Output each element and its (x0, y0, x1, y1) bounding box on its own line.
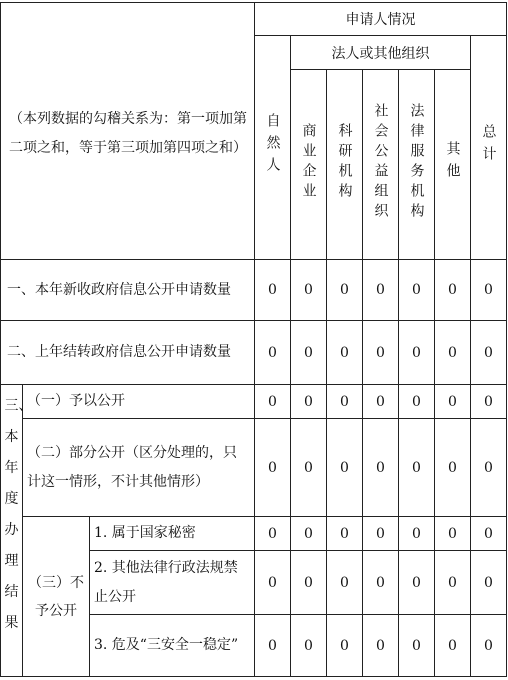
table-row-state-secret (1, 517, 507, 551)
applicant-situation-label: 申请人情况 (345, 12, 416, 28)
section-three-label (1, 385, 33, 677)
cell-value: 0 (255, 419, 291, 517)
cell-value: 0 (291, 385, 327, 419)
cell-value: 0 (471, 321, 507, 385)
table-note (1, 3, 255, 260)
cell-value: 0 (399, 615, 435, 677)
application-statistics-table (0, 2, 507, 677)
col-header-research-institution (327, 70, 363, 260)
table-row-full-disclosure (1, 385, 507, 419)
row-label: 3. 危及“三安全一稳定” (90, 615, 255, 677)
cell-value: 0 (435, 321, 471, 385)
cell-value: 0 (435, 385, 471, 419)
cell-value: 0 (471, 551, 507, 615)
research-institution-label: 科研机构 (336, 122, 353, 203)
cell-value: 0 (291, 321, 327, 385)
cell-value: 0 (291, 517, 327, 551)
row-label: 2. 其他法律行政法规禁止公开 (90, 551, 255, 615)
row-label: 二、上年结转政府信息公开申请数量 (1, 321, 255, 385)
cell-value: 0 (363, 615, 399, 677)
row-label: （一）予以公开 (23, 385, 255, 419)
cell-value: 0 (435, 419, 471, 517)
not-public-label (23, 517, 90, 677)
cell-value: 0 (399, 517, 435, 551)
cell-value: 0 (471, 419, 507, 517)
cell-value: 0 (363, 260, 399, 321)
cell-value: 0 (291, 615, 327, 677)
cell-value: 0 (255, 260, 291, 321)
cell-value: 0 (255, 517, 291, 551)
cell-value: 0 (363, 321, 399, 385)
cell-value: 0 (255, 615, 291, 677)
row-label: 一、本年新收政府信息公开申请数量 (1, 260, 255, 321)
cell-value: 0 (327, 517, 363, 551)
section-three-text: 三、本年度办理结果 (4, 398, 33, 631)
cell-value: 0 (471, 260, 507, 321)
legal-or-other-label: 法人或其他组织 (331, 45, 430, 62)
table-note-text: （本列数据的勾稽关系为：第一项加第二项之和，等于第三项加第四项之和） (9, 111, 247, 156)
legal-service-org-label: 法律服务机构 (408, 102, 425, 223)
cell-value: 0 (327, 419, 363, 517)
cell-value: 0 (435, 551, 471, 615)
cell-value: 0 (399, 551, 435, 615)
cell-value: 0 (255, 551, 291, 615)
applicant-situation-header (255, 3, 507, 36)
cell-value: 0 (255, 321, 291, 385)
natural-person-label: 自然人 (264, 112, 281, 179)
legal-or-other-header (291, 36, 471, 70)
cell-value: 0 (327, 615, 363, 677)
cell-value: 0 (471, 517, 507, 551)
cell-value: 0 (327, 551, 363, 615)
col-header-legal-service-org (399, 70, 435, 260)
cell-value: 0 (399, 419, 435, 517)
row-label: （二）部分公开（区分处理的，只计这一情形，不计其他情形） (23, 419, 255, 517)
cell-value: 0 (399, 260, 435, 321)
social-welfare-org-label: 社会公益组织 (372, 102, 389, 223)
cell-value: 0 (291, 260, 327, 321)
col-header-commercial-enterprise (291, 70, 327, 260)
table-row-partial-disclosure (1, 419, 507, 517)
cell-value: 0 (471, 615, 507, 677)
cell-value: 0 (291, 551, 327, 615)
row-label: 1. 属于国家秘密 (90, 517, 255, 551)
not-public-text: （三）不予公开 (28, 574, 84, 619)
cell-value: 0 (327, 260, 363, 321)
total-label: 总计 (480, 123, 497, 168)
cell-value: 0 (435, 517, 471, 551)
cell-value: 0 (327, 385, 363, 419)
cell-value: 0 (399, 385, 435, 419)
col-header-total (471, 36, 507, 260)
table-row-carried-over-applications (1, 321, 507, 385)
col-header-other (435, 70, 471, 260)
cell-value: 0 (291, 419, 327, 517)
cell-value: 0 (363, 551, 399, 615)
cell-value: 0 (399, 321, 435, 385)
cell-value: 0 (471, 385, 507, 419)
cell-value: 0 (363, 517, 399, 551)
table-row-new-applications (1, 260, 507, 321)
col-header-social-welfare-org (363, 70, 399, 260)
cell-value: 0 (255, 385, 291, 419)
col-header-natural-person (255, 36, 291, 260)
cell-value: 0 (363, 385, 399, 419)
other-label: 其他 (444, 140, 461, 185)
cell-value: 0 (327, 321, 363, 385)
cell-value: 0 (363, 419, 399, 517)
commercial-enterprise-label: 商业企业 (300, 122, 317, 203)
cell-value: 0 (435, 615, 471, 677)
cell-value: 0 (435, 260, 471, 321)
